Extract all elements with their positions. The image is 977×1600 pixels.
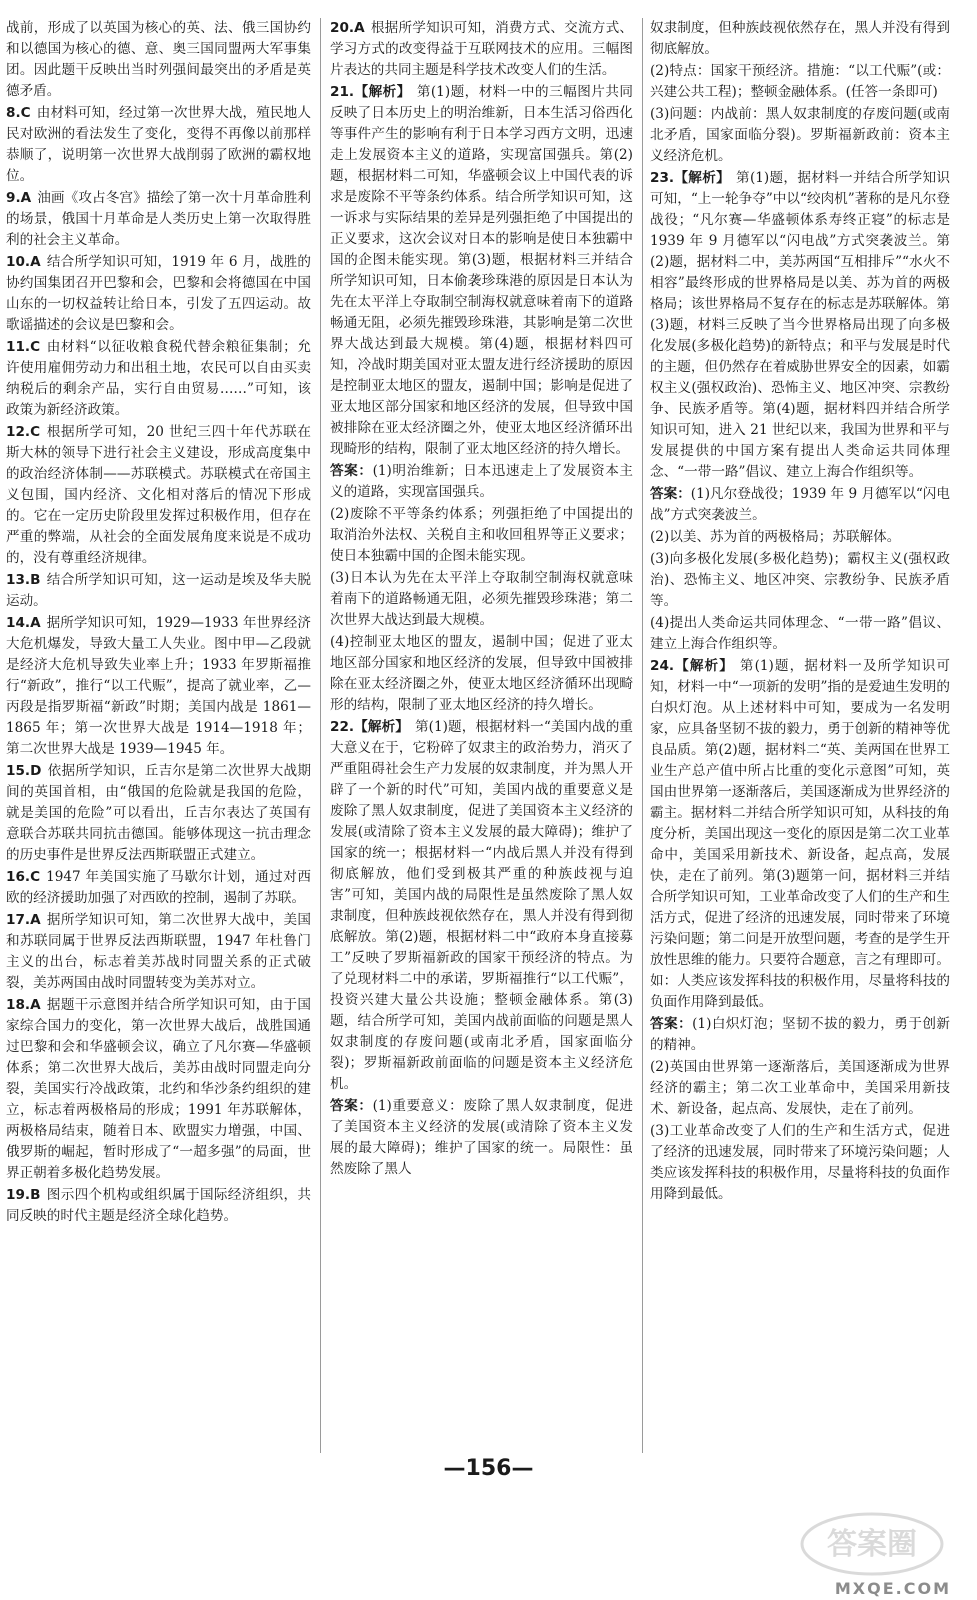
question-number: 15.D xyxy=(6,763,42,779)
answer-entry xyxy=(650,656,950,1013)
answer-text: 图示四个机构或组织属于国际经济组织，共同反映的时代主题是经济全球化趋势。 xyxy=(6,1187,311,1224)
answer-entry xyxy=(6,337,311,421)
answer-entry xyxy=(6,613,311,760)
answer-text: 根据所学可知，20 世纪三四十年代苏联在斯大林的领导下进行社会主义建设，形成高度集中的政治经济体制——苏联模式。苏联模式在帝国主义包围，国内经济、文化相对落后的情况下形成的。它在一定历史阶段里发挥过积极作用，但存在严重的弊端，从社会的全面发展角度来说是不成功的，没有尊重经济规律。 xyxy=(6,424,311,566)
answer-entry xyxy=(330,18,633,81)
question-number: 11.C xyxy=(6,339,41,355)
answer-entry xyxy=(6,252,311,336)
answer-text: 1947 年美国实施了马歇尔计划，通过对西欧的经济援助加强了对西欧的控制，遏制了苏联。 xyxy=(6,869,311,906)
answer-label: 答案： xyxy=(650,1016,693,1032)
answer-entry xyxy=(330,504,633,567)
answer-text: (2)特点：国家干预经济。措施：“以工代赈”(或：兴建公共工程)；整顿金融体系。(任答一条即可) xyxy=(650,63,950,100)
column-middle xyxy=(330,18,633,1453)
answer-entry xyxy=(650,1121,950,1205)
answer-text: 第(1)题，据材料一及所学知识可知，材料一中“一项新的发明”指的是爱迪生发明的白炽灯泡。从上述材料中可知，要成为一名发明家，应具备坚韧不拔的毅力，勇于创新的精神等优良品质。第(2)题，据材料二“英、美两国在世界工业生产总产值中所占比重的变化示意图”可知，英国由世界第一逐渐落后，美国逐渐成为世界经济的霸主。据材料二并结合所学知识可知，从科技的角度分析，美国出现这一变化的原因是第二次工业革命中，美国采用新技术、新设备，起点高，发展快，走在了前列。第(3)题第一问，据材料三并结合所学知识可知，工业革命改变了人们的生产和生活方式，促进了经济的迅速发展，同时带来了环境污染问题；第二问是开放型问题，考查的是学生开放性思维的能力。只要符合题意，言之有理即可。如：人类应该发挥科技的积极作用，尽量将科技的负面作用降到最低。 xyxy=(650,658,950,1010)
question-number: 13.B xyxy=(6,572,41,588)
answer-text: (4)控制亚太地区的盟友，遏制中国；促进了亚太地区部分国家和地区经济的发展，但导致中国被排除在亚太经济圈之外，使亚太地区经济循环出现畸形的结构，限制了亚太地区经济的持久增长。 xyxy=(330,634,633,713)
answer-entry xyxy=(650,1057,950,1120)
question-number: 16.C xyxy=(6,869,41,885)
answer-text: (2)以美、苏为首的两极格局；苏联解体。 xyxy=(650,529,901,545)
question-number: 18.A xyxy=(6,997,41,1013)
answer-text: (1)明治维新；日本迅速走上了发展资本主义的道路，实现富国强兵。 xyxy=(330,463,633,500)
column-left xyxy=(6,18,311,1453)
question-number: 8.C xyxy=(6,105,31,121)
answer-label: 答案： xyxy=(650,486,691,502)
page-number: —156— xyxy=(443,1456,534,1481)
answer-text: 结合所学知识可知，1919 年 6 月，战胜的协约国集团召开巴黎和会，巴黎和会将德国在中国山东的一切权益转让给日本，引发了五四运动。故歌谣描述的会议是巴黎和会。 xyxy=(6,254,311,333)
answer-text: (3)工业革命改变了人们的生产和生活方式，促进了经济的迅速发展，同时带来了环境污染问题；人类应该发挥科技的积极作用，尽量将科技的负面作用降到最低。 xyxy=(650,1123,950,1202)
question-number: 12.C xyxy=(6,424,41,440)
answer-entry xyxy=(650,484,950,526)
answer-text: 第(1)题，据材料一并结合所学知识可知，“上一轮争夺”中以“绞肉机”著称的是凡尔登战役；“凡尔赛—华盛顿体系寿终正寝”的标志是 1939 年 9 月德军以“闪电战”方式突袭波兰。第(2)题，据材料二中，美苏两国“互相排斥”“水火不相容”最终形成的世界格局是以美、苏为首的两极格局；该世界格局不复存在的标志是苏联解体。第(3)题，材料三反映了当今世界格局出现了向多极化发展(多极化趋势)的新特点；和平与发展是时代的主题，但仍然存在着威胁世界安全的因素，如霸权主义(强权政治)、恐怖主义、地区冲突、宗教纷争、民族矛盾等。第(4)题，据材料四并结合所学知识可知，进入 21 世纪以来，我国为世界和平与发展提供的中国方案有提出人类命运共同体理念、“一带一路”倡议、建立上海合作组织等。 xyxy=(650,170,950,480)
answer-text: 油画《攻占冬宫》描绘了第一次十月革命胜利的场景，俄国十月革命是人类历史上第一次取得胜利的社会主义革命。 xyxy=(6,190,311,248)
answer-text: 奴隶制度，但种族歧视依然存在，黑人并没有得到彻底解放。 xyxy=(650,20,950,57)
answer-entry xyxy=(650,527,950,548)
answer-entry xyxy=(6,18,311,102)
question-number: 23.【解析】 xyxy=(650,170,731,186)
answer-entry xyxy=(330,717,633,1095)
answer-text: 据所学知识可知，第二次世界大战中，美国和苏联同属于世界反法西斯联盟，1947 年杜鲁门主义的出台，标志着美苏战时同盟关系的正式破裂，美苏两国由战时同盟转变为美苏对立。 xyxy=(6,912,311,991)
answer-text: (4)提出人类命运共同体理念、“一带一路”倡议、建立上海合作组织等。 xyxy=(650,615,950,652)
watermark-logo-text: 答案圈 xyxy=(827,1527,917,1562)
answer-text: 根据所学知识可知，消费方式、交流方式、学习方式的改变得益于互联网技术的应用。三幅图片表达的共同主题是科学技术改变人们的生活。 xyxy=(330,20,633,78)
answer-text: (2)英国由世界第一逐渐落后，美国逐渐成为世界经济的霸主；第二次工业革命中，美国采用新技术、新设备，起点高、发展快，走在了前列。 xyxy=(650,1059,950,1117)
answer-entry xyxy=(650,18,950,60)
answer-entry xyxy=(6,867,311,909)
answer-entry xyxy=(6,103,311,187)
answer-text: 由材料可知，经过第一次世界大战，殖民地人民对欧洲的看法发生了变化，变得不再像以前那样恭顺了，说明第一次世界大战削弱了欧洲的霸权地位。 xyxy=(6,105,311,184)
answer-label: 答案： xyxy=(330,1098,373,1114)
answer-text: 结合所学知识可知，这一运动是埃及华夫脱运动。 xyxy=(6,572,311,609)
column-right xyxy=(650,18,950,1453)
answer-entry xyxy=(650,613,950,655)
answer-entry xyxy=(6,570,311,612)
answer-entry xyxy=(330,632,633,716)
answer-entry xyxy=(6,995,311,1184)
answer-entry xyxy=(6,188,311,251)
question-number: 20.A xyxy=(330,20,365,36)
answer-text: (3)日本认为先在太平洋上夺取制空制海权就意味着南下的道路畅通无阻，必须先摧毁珍珠港；第二次世界大战达到最大规模。 xyxy=(330,570,633,628)
answer-entry xyxy=(330,461,633,503)
answer-entry xyxy=(6,1185,311,1227)
answer-text: (1)白炽灯泡；坚韧不拔的毅力，勇于创新的精神。 xyxy=(650,1016,950,1053)
answer-entry xyxy=(6,422,311,569)
column-divider xyxy=(642,18,643,1453)
answer-entry xyxy=(6,910,311,994)
answer-text: 据题干示意图并结合所学知识可知，由于国家综合国力的变化，第一次世界大战后，战胜国通过巴黎和会和华盛顿会议，确立了凡尔赛—华盛顿体系；第二次世界大战后，美苏由战时同盟走向分裂，美国实行冷战政策，北约和华沙条约组织的建立，标志着两极格局的形成；1991 年苏联解体，两极格局结束，随着日本、欧盟实力增强，中国、俄罗斯的崛起，暂时形成了“一超多强”的局面，世界正朝着多极化趋势发展。 xyxy=(6,997,311,1181)
answer-entry xyxy=(330,568,633,631)
answer-text: (1)重要意义：废除了黑人奴隶制度，促进了美国资本主义经济的发展(或清除了资本主义发展的最大障碍)；维护了国家的统一。局限性：虽然废除了黑人 xyxy=(330,1098,633,1177)
answer-entry xyxy=(650,549,950,612)
question-number: 19.B xyxy=(6,1187,41,1203)
answer-text: 由材料“以征收粮食税代替余粮征集制；允许使用雇佣劳动力和出租土地，农民可以自由买卖纳税后的剩余产品，实行自由贸易……”可知，该政策为新经济政策。 xyxy=(6,339,311,418)
answer-text: 战前，形成了以英国为核心的英、法、俄三国协约和以德国为核心的德、意、奥三国同盟两大军事集团。因此题干反映出当时列强间最突出的矛盾是英德矛盾。 xyxy=(6,20,311,99)
answer-text: (3)向多极化发展(多极化趋势)；霸权主义(强权政治)、恐怖主义、地区冲突、宗教纷争、民族矛盾等。 xyxy=(650,551,950,609)
question-number: 14.A xyxy=(6,615,41,631)
answer-label: 答案： xyxy=(330,463,373,479)
answer-entry xyxy=(650,61,950,103)
answer-text: (3)问题：内战前：黑人奴隶制度的存废问题(或南北矛盾，国家面临分裂)。罗斯福新政前：资本主义经济危机。 xyxy=(650,106,950,164)
question-number: 10.A xyxy=(6,254,41,270)
answer-text: 依据所学知识，丘吉尔是第二次世界大战期间的英国首相，由“俄国的危险就是我国的危险，就是美国的危险”可以看出，丘吉尔表达了英国有意联合苏联共同抗击德国。能够体现这一抗击理念的历史事件是世界反法西斯联盟正式建立。 xyxy=(6,763,311,863)
answer-text: (2)废除不平等条约体系；列强拒绝了中国提出的取消治外法权、关税自主和收回租界等正义要求；使日本独霸中国的企图未能实现。 xyxy=(330,506,633,564)
question-number: 21.【解析】 xyxy=(330,84,411,100)
answer-text: 第(1)题，根据材料一“美国内战的重大意义在于，它粉碎了奴隶主的政治势力，消灭了严重阻碍社会生产力发展的奴隶制度，并为黑人开辟了一个新的时代”可知，美国内战的重要意义是废除了黑人奴隶制度，促进了美国资本主义经济的发展(或清除了资本主义发展的最大障碍)；维护了国家的统一；根据材料一“内战后黑人并没有得到彻底解放，他们受到极其严重的种族歧视与迫害”可知，美国内战的局限性是虽然废除了黑人奴隶制度，但种族歧视依然存在，黑人并没有得到彻底解放。第(2)题，根据材料二中“政府本身直接募工”反映了罗斯福新政的国家干预经济的特点。为了兑现材料二中的承诺，罗斯福推行“以工代赈”，投资兴建大量公共设施；整顿金融体系。第(3)题，结合所学可知，美国内战前面临的问题是黑人奴隶制度的存废问题(或南北矛盾，国家面临分裂)；罗斯福新政前面临的问题是资本主义经济危机。 xyxy=(330,719,633,1092)
answer-text: 据所学知识可知，1929—1933 年世界经济大危机爆发，导致大量工人失业。图中甲—乙段就是经济大危机导致失业率上升；1933 年罗斯福推行“新政”，推行“以工代赈”，提高了就业率，乙—丙段是指罗斯福“新政”时期；美国内战是 1861—1865 年；第一次世界大战是 1914—1918 年；第二次世界大战是 1939—1945 年。 xyxy=(6,615,311,757)
answer-entry xyxy=(330,82,633,460)
answer-text: (1)凡尔登战役；1939 年 9 月德军以“闪电战”方式突袭波兰。 xyxy=(650,486,950,523)
answer-entry xyxy=(650,104,950,167)
column-divider xyxy=(320,18,321,1453)
watermark-url: MXQE.COM xyxy=(834,1579,951,1598)
answer-entry xyxy=(650,168,950,483)
question-number: 17.A xyxy=(6,912,41,928)
answer-entry xyxy=(6,761,311,866)
answer-entry xyxy=(650,1014,950,1056)
question-number: 22.【解析】 xyxy=(330,719,409,735)
question-number: 24.【解析】 xyxy=(650,658,734,674)
answer-text: 第(1)题，材料一中的三幅图片共同反映了日本历史上的明治维新，日本生活习俗西化等事件产生的影响有利于日本学习西方文明，迅速走上发展资本主义的道路，实现富国强兵。第(2)题，根据材料二可知，华盛顿会议上中国代表的诉求是废除不平等条约体系。结合所学知识可知，这一诉求与实际结果的差异是列强拒绝了中国提出的正义要求，这次会议对日本的影响是使日本独霸中国的企图未能实现。第(3)题，根据材料三并结合所学知识可知，日本偷袭珍珠港的原因是日本认为先在太平洋上夺取制空制海权就意味着南下的道路畅通无阻，必须先摧毁珍珠港，其影响是第二次世界大战达到最大规模。第(4)题，根据材料四可知，冷战时期美国对亚太盟友进行经济援助的原因是控制亚太地区的盟友，遏制中国；影响是促进了亚太地区部分国家和地区经济的发展，但导致中国被排除在亚太经济圈之外，使亚太地区经济循环出现畸形的结构，限制了亚太地区经济的持久增长。 xyxy=(330,84,633,457)
answer-entry xyxy=(330,1096,633,1180)
question-number: 9.A xyxy=(6,190,32,206)
